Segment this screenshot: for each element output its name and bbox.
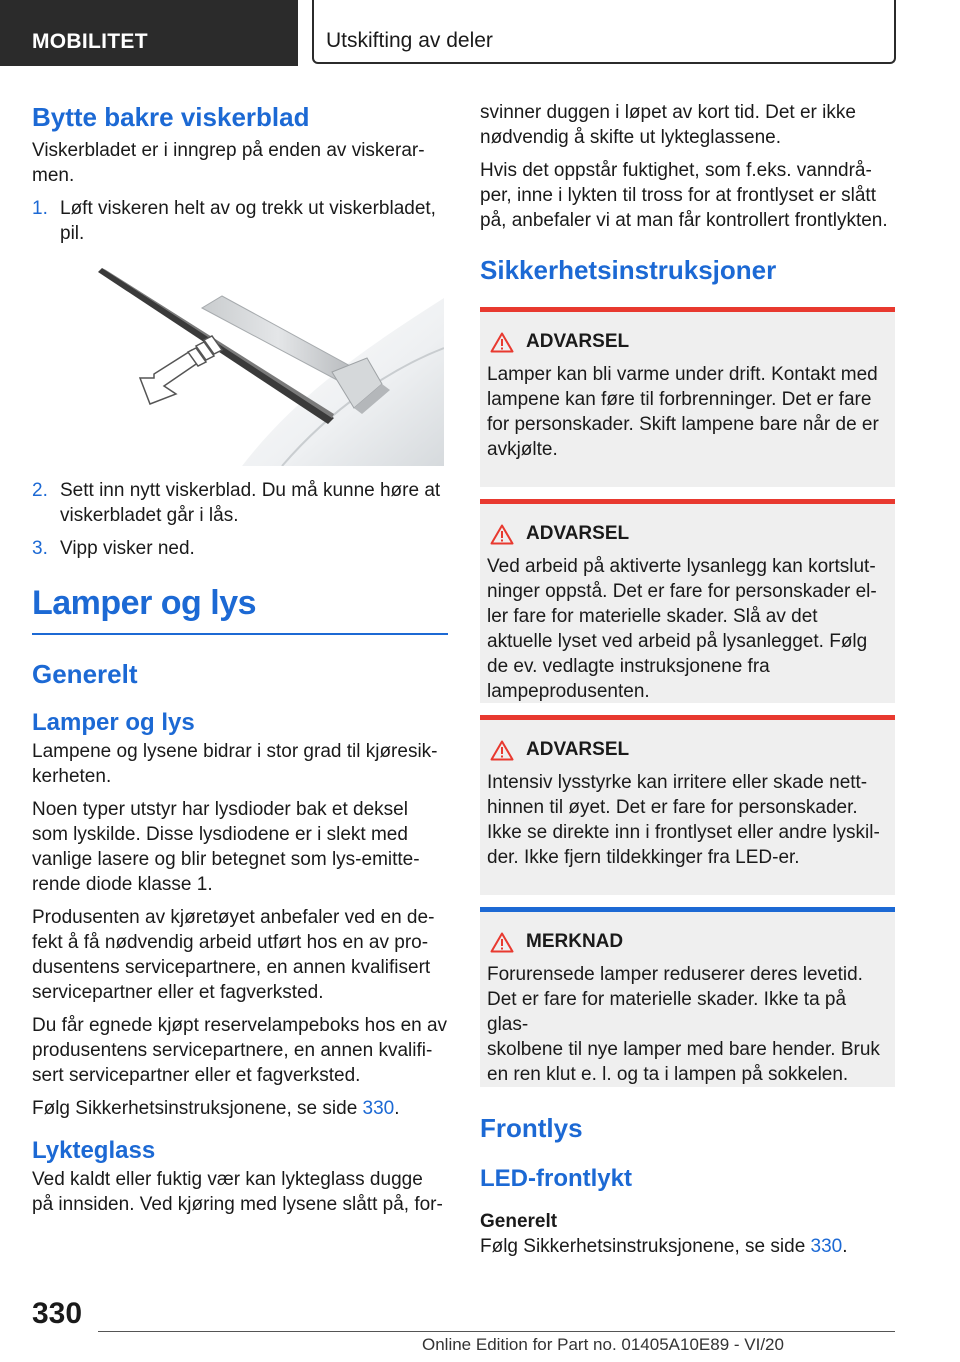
step-number: 2. [32,480,48,501]
chapter-rule [32,633,448,635]
step-text: Sett inn nytt viskerblad. Du må kunne høre at viskerbladet går i lås. [60,480,441,526]
warning-box-3 [480,715,895,895]
chapter-tab: Utskifting av deler [312,0,896,64]
lamps-paragraph-1: Lampene og lysene bidrar i stor grad til kjøresik- kerheten. [32,741,438,787]
notice-label: MERKNAD [526,931,624,952]
lens-continued-1: svinner duggen i løpet av kort tid. Det er ikke nødvendig å skifte ut lykteglassene. [480,102,856,148]
page-reference-link[interactable]: 330 [362,1098,395,1119]
front-paragraph [480,1234,895,1259]
notice-text: Ved arbeid på aktiverte lysanlegg kan kortslut- ninger oppstå. Det er fare for personskader el- ler fare for materielle skader. Slå av det aktuelle lyset ved arbeid på lysanlegget. Følg de ev. vedlagte instruksjonene fra lampeprodusenten. [487,556,877,702]
edition-text: Online Edition for Part no. 01405A10E89 - VI/20 [422,1335,784,1354]
lamps-paragraph-4: Du får egnede kjøpt reservelampeboks hos en av produsentens servicepartnere, en annen kvalifi- sert servicepartner eller et fagverksted. [32,1015,448,1086]
notice-text: Intensiv lysstyrke kan irritere eller skade nett- hinnen til øyet. Det er fare for personskader. Ikke se direkte inn i frontlyset eller andre lyskil- der. Ikke fjern tildekkinger fra LED-er. [487,772,880,868]
warning-triangle-icon [490,932,514,953]
reference-text: Følg Sikkerhetsinstruksjonene, se side [32,1098,363,1119]
general-subheading: Generelt [480,1211,558,1232]
right-column [480,100,895,1267]
wiper-illustration [92,268,444,466]
lamps-paragraph-5 [32,1096,448,1121]
warning-triangle-icon [490,332,514,353]
step-2 [32,478,448,528]
step-number: 1. [32,198,48,219]
section-tab: MOBILITET [0,0,298,66]
step-text: Løft viskeren helt av og trekk ut viskerbladet, pil. [60,198,436,244]
step-1 [32,196,448,246]
notice-label: ADVARSEL [526,523,630,544]
notice-header [487,330,887,354]
reference-text: Følg Sikkerhetsinstruksjonene, se side [480,1236,811,1257]
step-text: Vipp visker ned. [60,538,195,559]
lamps-paragraph-2: Noen typer utstyr har lysdioder bak et deksel som lyskilde. Disse lysdiodene er i slekt med vanlige lasere og blir betegnet som lys-emitte- rende diode klasse 1. [32,799,420,895]
reference-suffix: . [394,1098,400,1119]
note-box [480,907,895,1087]
front-heading: Frontlys [480,1113,583,1143]
wiper-blade-image [92,268,444,466]
lens-continued-2: Hvis det oppstår fuktighet, som f.eks. vanndrå- per, inne i lykten til tross for at frontlyset er slått på, anbefaler vi at man får kontrollert frontlykten. [480,160,888,231]
chapter-heading: Lamper og lys [32,584,257,622]
wiper-heading: Bytte bakre viskerblad [32,102,310,132]
general-heading: Generelt [32,659,138,689]
lamps-heading: Lamper og lys [32,709,195,736]
led-heading: LED-frontlykt [480,1165,632,1192]
notice-header [487,522,887,546]
warning-box-1 [480,307,895,487]
warning-box-2 [480,499,895,703]
warning-triangle-icon [490,524,514,545]
lens-paragraph: Ved kaldt eller fuktig vær kan lykteglass dugge på innsiden. Ved kjøring med lysene slått på, for- [32,1169,443,1215]
notice-text: Forurensede lamper reduserer deres levetid. Det er fare for materielle skader. Ikke ta på glas- skolbene til nye lamper med bare hender. Bruk en ren klut e. l. og ta i lampen på sokkelen. [487,964,880,1085]
page-reference-link[interactable]: 330 [810,1236,843,1257]
step-3 [32,536,448,561]
notice-label: ADVARSEL [526,739,630,760]
step-number: 3. [32,538,48,559]
notice-header [487,930,887,954]
page-header [0,0,960,66]
notice-label: ADVARSEL [526,331,630,352]
left-column [32,100,448,1225]
warning-triangle-icon [490,740,514,761]
lens-heading: Lykteglass [32,1137,156,1164]
notice-header [487,738,887,762]
safety-heading: Sikkerhetsinstruksjoner [480,255,777,285]
reference-suffix: . [842,1236,848,1257]
wiper-intro: Viskerbladet er i inngrep på enden av viskerar- men. [32,140,425,186]
footer-rule [98,1331,895,1332]
notice-text: Lamper kan bli varme under drift. Kontakt med lampene kan føre til forbrenninger. Det er fare for personskader. Skift lampene bare når de er avkjølte. [487,364,879,460]
lamps-paragraph-3: Produsenten av kjøretøyet anbefaler ved en de- fekt å få nødvendig arbeid utført hos en av pro- dusentens servicepartnere, en annen kvalifisert servicepartner eller et fagverksted. [32,907,435,1003]
page-number: 330 [32,1297,83,1330]
